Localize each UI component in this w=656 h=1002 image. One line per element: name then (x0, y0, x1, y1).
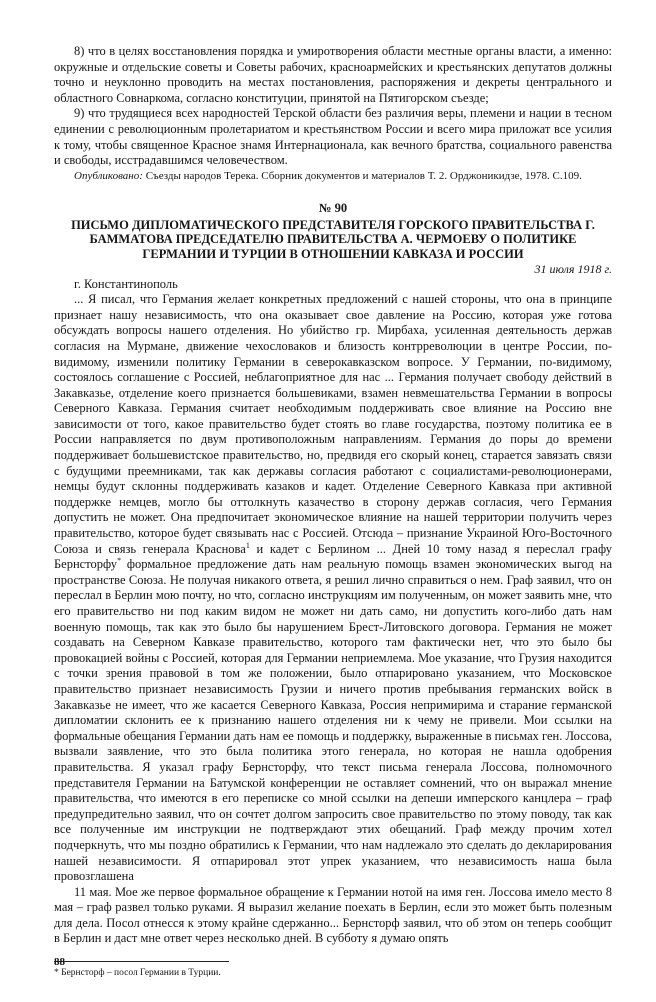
item-9-paragraph: 9) что трудящиеся всех народностей Терской области без различия веры, племени и нации в тесном единении с революционным пролетариатом и крестьянством России и всего мира приложат все усилия к тому, чтобы священное Красное знамя Интернационала, как вечного братства, социального равенства и свободы, исстрадавшимся человечеством. (54, 106, 612, 168)
publication-note (54, 169, 612, 183)
document-title: ПИСЬМО ДИПЛОМАТИЧЕСКОГО ПРЕДСТАВИТЕЛЯ ГОРСКОГО ПРАВИТЕЛЬСТВА Г. БАММАТОВА ПРЕДСЕДАТЕЛЮ ПРАВИТЕЛЬСТВА А. ЧЕРМОЕВУ О ПОЛИТИКЕ ГЕРМАНИИ И ТУРЦИИ В ОТНОШЕНИИ КАВКАЗА И РОССИИ (71, 217, 595, 261)
letter-body-paragraph-2: 11 мая. Мое же первое формальное обращение к Германии нотой на имя ген. Лоссова имело место 8 мая – граф развел только руками. Я выразил желание поехать в Берлин, если это может быть полезным для дела. Посол отнесся к этому крайне сдержанно... Бернсторф заявил, что об этом он теперь сообщит в Берлин и даст мне ответ через несколько дней. В субботу я думаю опять (54, 884, 612, 946)
publication-label: Опубликовано: (74, 169, 143, 182)
page-number: 88 (54, 956, 65, 968)
letter-body-part-a: ... Я писал, что Германия желает конкретных предложений с нашей стороны, что она в принципе признает нашу независимость, что она оказывает свое давление на Россию, которая уже готова обсуждать вопросы нашего отделения. Но убийство гр. Мирбаха, усиленная деятельность держав согласия на Мурмане, движение чехословаков и близость контрреволюции в центре России, по-видимому, изменили политику Германии в северокавказском вопросе. У Германии, по-видимому, состоялось соглашение с Россией, неблагоприятное для нас ... Германия получает свободу действий в Закавказье, отделение коего признается большевиками, взамен невмешательства Германии в вопросы Северного Кавказа. Германия считает необходимым поддерживать свое влияние на Россию вне зависимости от того, какое правительство будет стоять во главе государства, поэтому политика ее в России направляется по двум противоположным направлениям. Германия до поры до времени поддерживает большевистское правительство, но, предвидя его скорый конец, старается завязать связи с будущими преемниками, так как державы согласия работают с социалистами-революционерами, немцы будут склонны поддерживать казаков и кадет. Отделение Северного Кавказа при активной поддержке немцев, могло бы оттолкнуть казачество в сторону держав согласия, чего Германия допустить не может. Она предпочитает экономическое влияние на нашей территории получить через правительство, которое будет связывать нас с Россией. Отсюда – признание Украиной Юго-Восточного Союза и связь генерала Краснова (54, 292, 612, 556)
item-8-paragraph: 8) что в целях восстановления порядка и умиротворения области местные органы власти, а именно: окружные и отдельские советы и Советы рабочих, красноармейских и крестьянских депутатов должны точно и неуклонно проводить на местах постановления, распоряжения и декреты центрального и областного Совнаркома, согласно конституции, принятой на Пятигорском съезде; (54, 44, 612, 105)
document-number: № 90 (318, 200, 348, 215)
document-date: 31 июля 1918 г. (534, 261, 612, 276)
letter-body-part-c: формальное предложение дать нам реальную помощь взамен экономических выгод на пространстве Союза. Не получая никакого ответа, я решил лично справиться о нем. Граф заявил, что он переслал в Берлин мою почту, но что, согласно инструкциям им полученным, он может заявить мне, что его правительство ни под каким видом не может ни дать само, ни допустить кого-либо дать нам военную помощь, так как это было бы нарушением Брест-Литовского договора. Германия не может создавать на Северном Кавказе правительство, которого там фактически нет, что это было бы провокацией войны с Россией, которая для Германии неприемлема. Мое указание, что Грузия находится с точки зрения правовой в том же положении, было отпарировано указанием, что Московское правительство признает независимость Грузии и ничего против пребывания германских войск в Закавказье не имеет, что же касается Северного Кавказа, Россия непримирима и старание германской дипломатии склонить ее к признанию нашего отделения ни к чему не привели. Мои ссылки на формальные обещания Германии дать нам ее помощь и поддержку, выраженные в письмах ген. Лоссова, вызвали заявление, что это была политика этого генерала, но которая не нашла одобрения правительства. Я указал графу Бернсторфу, что текст письма генерала Лоссова, полномочного представителя Германии на Батумской конференции не оставляет сомнений, что он выражал мнение правительства, что имеются в его переписке со мной ссылки на депеши имперского канцлера – граф предупредительно заявил, что он сочтет долгом запросить свое правительство по этому поводу, так как все полученные им инструкции не подтверждают этих обещаний. Граф между прочим хотел подчеркнуть, что мы поздно обратились к Германии, что нам надлежало это сделать до декларирования нашей независимости. Я отпарировал этот упрек указанием, что независимость наша была провозглашена (54, 557, 612, 884)
letter-body-paragraph-1 (54, 292, 612, 885)
document-place: г. Константинополь (74, 276, 178, 291)
footnote-marker-star: * (117, 556, 122, 566)
footnote: * Бернсторф – посол Германии в Турции. (54, 968, 221, 979)
footnote-marker-1: 1 (245, 540, 250, 550)
letter-body-part-b: и кадет с Берлином ... Дней 10 тому назад я переслал графу Бернсторфу (54, 541, 613, 572)
footnote-divider (54, 961, 229, 962)
publication-source: Съезды народов Терека. Сборник документов и материалов Т. 2. Орджоникидзе, 1978. С.109. (145, 169, 582, 182)
